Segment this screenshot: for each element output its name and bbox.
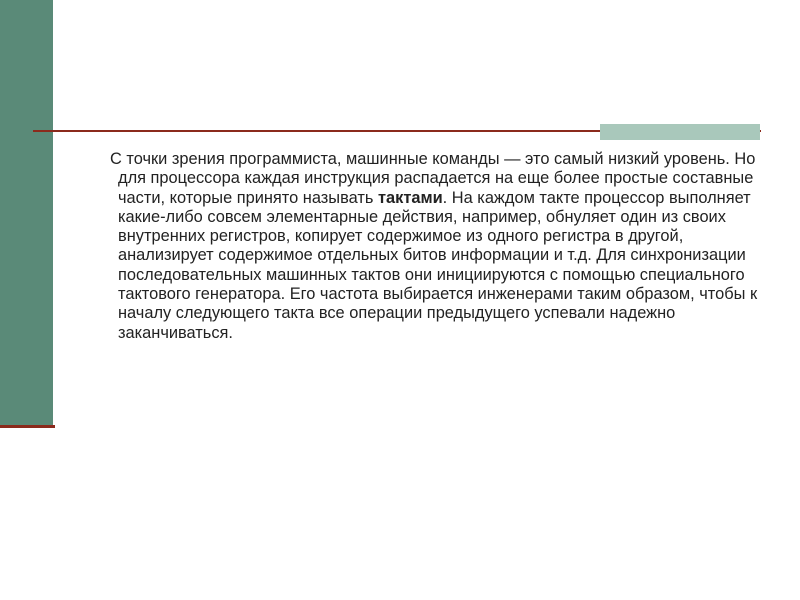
header-rule-block	[600, 124, 760, 140]
left-bar-bottom-rule	[0, 425, 55, 428]
body-text-part-1: С точки зрения программиста, машинные команды — это самый низкий уровень. Но для процессора каждая инструкция распадается на еще более простые составные части, которые принято называть	[110, 150, 756, 207]
body-text-part-2: . На каждом такте процессор выполняет какие-либо совсем элементарные действия, например, обнуляет один из своих внутренних регистров, копирует содержимое из одного регистра в другой, анализирует содержимое отдельных битов информации и т.д. Для синхронизации последовательных машинных тактов они инициируются с помощью специального тактового генератора. Его частота выбирается инженерами таким образом, чтобы к началу следующего такта все операции предыдущего успевали надежно заканчиваться.	[118, 188, 758, 342]
left-decorative-bar	[0, 0, 53, 427]
body-text-bold-term: тактами	[377, 188, 443, 207]
slide-body-text	[110, 150, 758, 343]
